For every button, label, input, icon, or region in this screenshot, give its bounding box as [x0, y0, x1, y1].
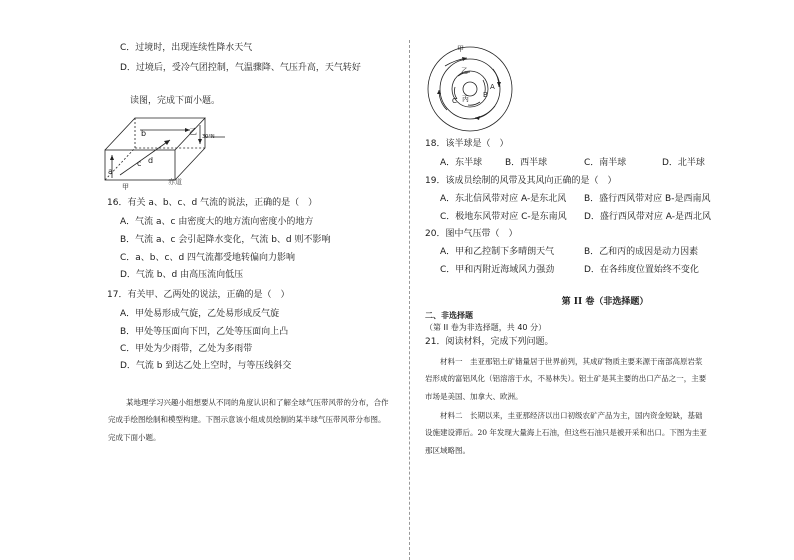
pressure-belt-figure [425, 44, 515, 134]
q17-option-b: B．甲处等压面向下凹，乙处等压面向上凸 [120, 327, 289, 337]
q17-option-c: C．甲处为少雨带，乙处为多雨带 [120, 344, 253, 354]
q19-option-a: A．东北信风带对应 A-是东北风 [440, 194, 567, 204]
q20-option-d: D．在各纬度位置始终不变化 [584, 265, 699, 275]
material1-line-2: 岩形成的富铝风化（铝溶溶于水，不易林失）。铝土矿是其主要的出口产品之一，主要 [425, 374, 707, 383]
section-title: 第 II 卷（非选择题） [561, 297, 649, 307]
label-d: d [148, 156, 154, 165]
option-c-prev: C．过境时，出现连续性降水天气 [120, 43, 253, 53]
label-yi: 乙 [189, 127, 197, 136]
material2-line-1: 材料二 长期以来，圭亚那经济以出口初级农矿产品为主，国内资金短缺，基础 [440, 411, 703, 420]
fig2-label-c: C [452, 97, 457, 105]
fig2-label-a: A [490, 83, 495, 91]
fig2-label-bing: 丙 [462, 95, 469, 103]
q19-stem: 19．该成员绘制的风带及其风向正确的是（ ） [425, 176, 617, 186]
q18-option-b: B．西半球 [505, 158, 548, 168]
material2-line-3: 那区域略图。 [425, 446, 470, 455]
label-equator: 赤道 [168, 178, 182, 186]
section-note: （第 II 卷为非选择题，共 40 分） [425, 323, 547, 332]
q17-stem: 17．有关甲、乙两处的说法，正确的是（ ） [107, 290, 290, 300]
passage-line-3: 完成下面小题。 [108, 433, 161, 442]
q16-option-b: B．气流 a、c 会引起降水变化，气流 b、d 则不影响 [120, 235, 331, 245]
q18-stem: 18．该半球是（ ） [425, 139, 509, 149]
q17-option-d: D．气流 b 到达乙处上空时，与等压线斜交 [120, 361, 292, 371]
material1-line-1: 材料一 圭亚那铝土矿储量居于世界前列，其成矿物质主要来源于南部高原岩浆 [440, 357, 703, 366]
q18-option-d: D．北半球 [662, 158, 705, 168]
passage-line-1: 某地理学习兴趣小组想要从不同的角度认识和了解全球气压带风带的分布，合作 [126, 398, 389, 407]
circulation-box-figure [100, 110, 230, 190]
q20-option-b: B．乙和丙的成因是动力因素 [584, 247, 699, 257]
label-b: b [141, 129, 147, 138]
figure1-intro: 读图，完成下面小题。 [130, 96, 221, 106]
q18-option-c: C．南半球 [584, 158, 627, 168]
q16-option-a: A．气流 a、c 由密度大的地方流向密度小的地方 [120, 217, 314, 227]
q16-option-c: C．a、b、c、d 四气流都受地转偏向力影响 [120, 253, 296, 263]
material1-line-3: 市场是美国、加拿大、欧洲。 [425, 392, 523, 401]
q20-stem: 20．图中气压带（ ） [425, 229, 518, 239]
fig2-label-yi: 乙 [461, 67, 468, 75]
label-30n: 30°N [202, 134, 215, 140]
q16-stem: 16．有关 a、b、c、d 气流的说法，正确的是（ ） [107, 198, 318, 208]
section-subtitle: 二、非选择题 [425, 311, 473, 320]
label-jia: 甲 [122, 183, 129, 191]
label-c: c [137, 159, 142, 168]
fig2-label-jia: 甲 [457, 45, 464, 53]
q20-option-c: C．甲和丙附近海域风力强劲 [440, 265, 555, 275]
q17-option-a: A．甲处易形成气旋，乙处易形成反气旋 [120, 309, 280, 319]
option-d-prev: D．过境后，受冷气团控制，气温骤降、气压升高，天气转好 [120, 63, 361, 73]
q19-option-c: C．极地东风带对应 C-是东南风 [440, 212, 567, 222]
q19-option-d: D．盛行西风带对应 A-是西北风 [584, 212, 711, 222]
passage-line-2: 完成手绘图绘制和模型构建。下图示意该小组成员绘制的某半球气压带风带分布图。 [108, 415, 386, 424]
label-a: a [108, 167, 113, 176]
q16-option-d: D．气流 b、d 由高压流向低压 [120, 270, 244, 280]
material2-line-2: 设施建设滞后。20 年发现大量海上石油，但这些石油只是被开采和出口。下图为圭亚 [425, 428, 707, 437]
q19-option-b: B．盛行西风带对应 B-是西南风 [584, 194, 711, 204]
q20-option-a: A．甲和乙控制下多晴朗天气 [440, 247, 555, 257]
fig2-label-b: B [483, 91, 488, 99]
column-divider [409, 40, 410, 560]
q18-option-a: A．东半球 [440, 158, 483, 168]
q21-stem: 21．阅读材料，完成下列问题。 [425, 337, 554, 347]
